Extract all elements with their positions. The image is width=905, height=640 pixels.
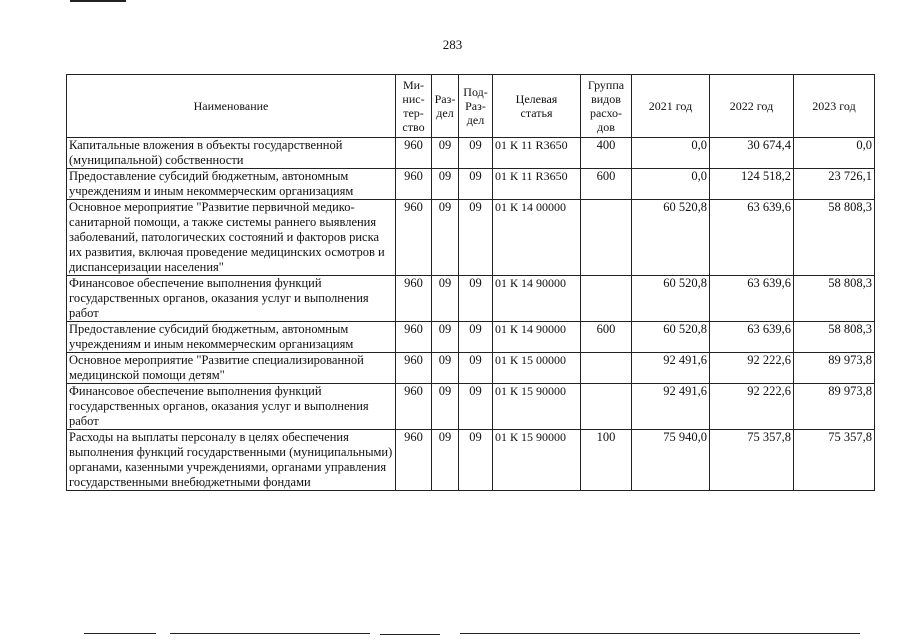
header-group-line: дов [597, 120, 615, 134]
cell-2023: 89 973,8 [794, 353, 875, 384]
cell-2021: 75 940,0 [632, 430, 710, 491]
cell-ministry: 960 [396, 430, 432, 491]
cell-subsection: 09 [459, 353, 493, 384]
cell-ministry: 960 [396, 169, 432, 200]
cell-section: 09 [432, 276, 459, 322]
cell-expense-group [581, 200, 632, 276]
cell-2023: 58 808,3 [794, 276, 875, 322]
header-expense-group [581, 75, 632, 138]
cell-2023: 75 357,8 [794, 430, 875, 491]
cell-target-article: 01 К 11 R3650 [493, 138, 581, 169]
cell-section: 09 [432, 169, 459, 200]
cell-2022: 75 357,8 [710, 430, 794, 491]
table-row [67, 138, 875, 169]
table-row [67, 169, 875, 200]
cell-name: Предоставление субсидий бюджетным, автономным учреждениям и иным некоммерческим организациям [67, 169, 396, 200]
cell-2022: 63 639,6 [710, 200, 794, 276]
cell-name: Основное мероприятие "Развитие первичной медико-санитарной помощи, а также системы раннего выявления заболеваний, патологических состояний и факторов риска их развития, включая проведение медицинских осмотров и диспансеризации населения" [67, 200, 396, 276]
table-row [67, 384, 875, 430]
cell-2022: 124 518,2 [710, 169, 794, 200]
cell-section: 09 [432, 384, 459, 430]
scan-edge-bottom-1 [84, 633, 156, 634]
cell-expense-group: 100 [581, 430, 632, 491]
cell-2022: 63 639,6 [710, 276, 794, 322]
header-year-2022: 2022 год [710, 75, 794, 138]
cell-2021: 92 491,6 [632, 384, 710, 430]
cell-subsection: 09 [459, 276, 493, 322]
cell-expense-group: 600 [581, 322, 632, 353]
header-section [432, 75, 459, 138]
cell-subsection: 09 [459, 430, 493, 491]
cell-ministry: 960 [396, 200, 432, 276]
cell-2023: 58 808,3 [794, 200, 875, 276]
cell-target-article: 01 К 15 90000 [493, 430, 581, 491]
cell-ministry: 960 [396, 353, 432, 384]
header-year-2021: 2021 год [632, 75, 710, 138]
cell-2023: 58 808,3 [794, 322, 875, 353]
header-group-line: видов [591, 92, 621, 106]
scan-edge-bottom-4 [460, 633, 860, 634]
cell-ministry: 960 [396, 322, 432, 353]
header-target-line: Целевая [515, 92, 558, 106]
table-row [67, 430, 875, 491]
cell-subsection: 09 [459, 384, 493, 430]
cell-target-article: 01 К 15 00000 [493, 353, 581, 384]
cell-2021: 0,0 [632, 169, 710, 200]
header-subsection [459, 75, 493, 138]
table-header-row [67, 75, 875, 138]
cell-target-article: 01 К 15 90000 [493, 384, 581, 430]
cell-ministry: 960 [396, 138, 432, 169]
cell-expense-group: 400 [581, 138, 632, 169]
cell-section: 09 [432, 138, 459, 169]
cell-section: 09 [432, 322, 459, 353]
cell-2022: 63 639,6 [710, 322, 794, 353]
header-group-line: Группа [587, 78, 625, 92]
scan-edge-bottom-2 [170, 633, 370, 634]
cell-2022: 92 222,6 [710, 384, 794, 430]
cell-expense-group [581, 276, 632, 322]
header-group-line: расхо- [589, 106, 623, 120]
cell-name: Расходы на выплаты персоналу в целях обеспечения выполнения функций государственными (муниципальными) органами, казенными учреждениями, органами управления государственными внебюджетными фондами [67, 430, 396, 491]
cell-ministry: 960 [396, 384, 432, 430]
cell-2023: 89 973,8 [794, 384, 875, 430]
cell-subsection: 09 [459, 138, 493, 169]
cell-target-article: 01 К 11 R3650 [493, 169, 581, 200]
cell-2023: 23 726,1 [794, 169, 875, 200]
header-subsection-line: Под- [463, 85, 488, 99]
cell-subsection: 09 [459, 322, 493, 353]
scan-edge-bottom-3 [380, 634, 440, 635]
budget-table [66, 74, 875, 491]
table-row [67, 200, 875, 276]
cell-2022: 92 222,6 [710, 353, 794, 384]
header-name: Наименование [67, 75, 396, 138]
header-subsection-line: Раз- [465, 99, 486, 113]
cell-section: 09 [432, 430, 459, 491]
cell-ministry: 960 [396, 276, 432, 322]
header-target-line: статья [520, 106, 553, 120]
cell-name: Капитальные вложения в объекты государственной (муниципальной) собственности [67, 138, 396, 169]
header-subsection-line: дел [466, 113, 485, 127]
cell-2021: 60 520,8 [632, 200, 710, 276]
header-ministry-line: ство [402, 120, 425, 134]
cell-target-article: 01 К 14 90000 [493, 322, 581, 353]
header-ministry [396, 75, 432, 138]
cell-target-article: 01 К 14 90000 [493, 276, 581, 322]
header-target-article [493, 75, 581, 138]
page-number: 283 [442, 37, 463, 52]
cell-section: 09 [432, 200, 459, 276]
cell-2021: 92 491,6 [632, 353, 710, 384]
header-ministry-line: Ми- [402, 78, 425, 92]
cell-2021: 60 520,8 [632, 322, 710, 353]
cell-name: Предоставление субсидий бюджетным, автономным учреждениям и иным некоммерческим организациям [67, 322, 396, 353]
header-ministry-line: нис- [402, 92, 425, 106]
cell-subsection: 09 [459, 200, 493, 276]
header-section-line: Раз- [434, 92, 456, 106]
cell-target-article: 01 К 14 00000 [493, 200, 581, 276]
cell-2023: 0,0 [794, 138, 875, 169]
cell-expense-group [581, 384, 632, 430]
table-row [67, 353, 875, 384]
cell-name: Финансовое обеспечение выполнения функций государственных органов, оказания услуг и выполнения работ [67, 276, 396, 322]
cell-2022: 30 674,4 [710, 138, 794, 169]
header-year-2023: 2023 год [794, 75, 875, 138]
scan-edge-top-left [70, 0, 126, 2]
cell-expense-group [581, 353, 632, 384]
cell-subsection: 09 [459, 169, 493, 200]
table-row [67, 276, 875, 322]
cell-2021: 60 520,8 [632, 276, 710, 322]
table-row [67, 322, 875, 353]
header-ministry-line: тер- [403, 106, 424, 120]
cell-2021: 0,0 [632, 138, 710, 169]
cell-name: Финансовое обеспечение выполнения функций государственных органов, оказания услуг и выполнения работ [67, 384, 396, 430]
header-section-line: дел [436, 106, 454, 120]
cell-section: 09 [432, 353, 459, 384]
cell-name: Основное мероприятие "Развитие специализированной медицинской помощи детям" [67, 353, 396, 384]
cell-expense-group: 600 [581, 169, 632, 200]
